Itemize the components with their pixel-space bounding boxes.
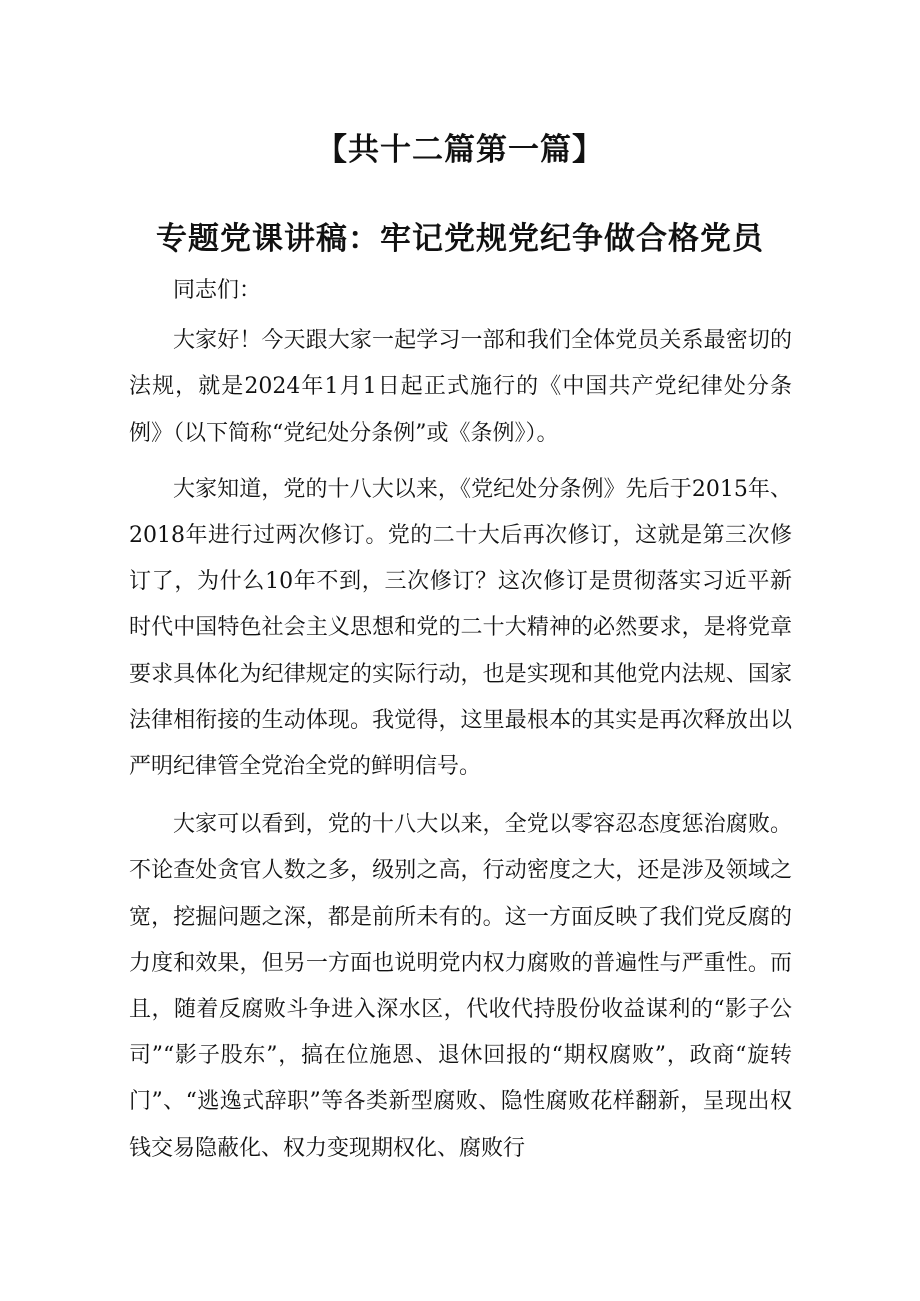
salutation: 同志们： bbox=[173, 278, 262, 303]
paragraph-2: 大家知道，党的十八大以来，《党纪处分条例》先后于2015年、2018年进行过两次修订。党的二十大后再次修订，这就是第三次修订了，为什么10年不到，三次修订？这次修订是贯彻落实习近平新时代中国特色社会主义思想和党的二十大精神的必然要求，是将党章要求具体化为纪律规定的实际行动，也是实现和其他党内法规、国家法律相衔接的生动体现。我觉得，这里最根本的其实是再次释放出以严明纪律管全党治全党的鲜明信号。 bbox=[129, 476, 792, 780]
paragraph-1: 大家好！今天跟大家一起学习一部和我们全体党员关系最密切的法规，就是2024年1月1日起正式施行的《中国共产党纪律处分条例》（以下简称“党纪处分条例”或《条例》）。 bbox=[129, 328, 792, 446]
document-title: 专题党课讲稿：牢记党规党纪争做合格党员 bbox=[156, 221, 764, 257]
document-body bbox=[129, 268, 792, 1172]
series-title: 【共十二篇第一篇】 bbox=[316, 132, 604, 168]
paragraph-3: 大家可以看到，党的十八大以来，全党以零容忍态度惩治腐败。不论查处贪官人数之多，级别之高，行动密度之大，还是涉及领域之宽，挖掘问题之深，都是前所未有的。这一方面反映了我们党反腐的力度和效果，但另一方面也说明党内权力腐败的普遍性与严重性。而且，随着反腐败斗争进入深水区，代收代持股份收益谋利的“影子公司”“影子股东”，搞在位施恩、退休回报的“期权腐败”，政商“旋转门”、“逃逸式辞职”等各类新型腐败、隐性腐败花样翻新，呈现出权钱交易隐蔽化、权力变现期权化、腐败行 bbox=[129, 812, 792, 1161]
